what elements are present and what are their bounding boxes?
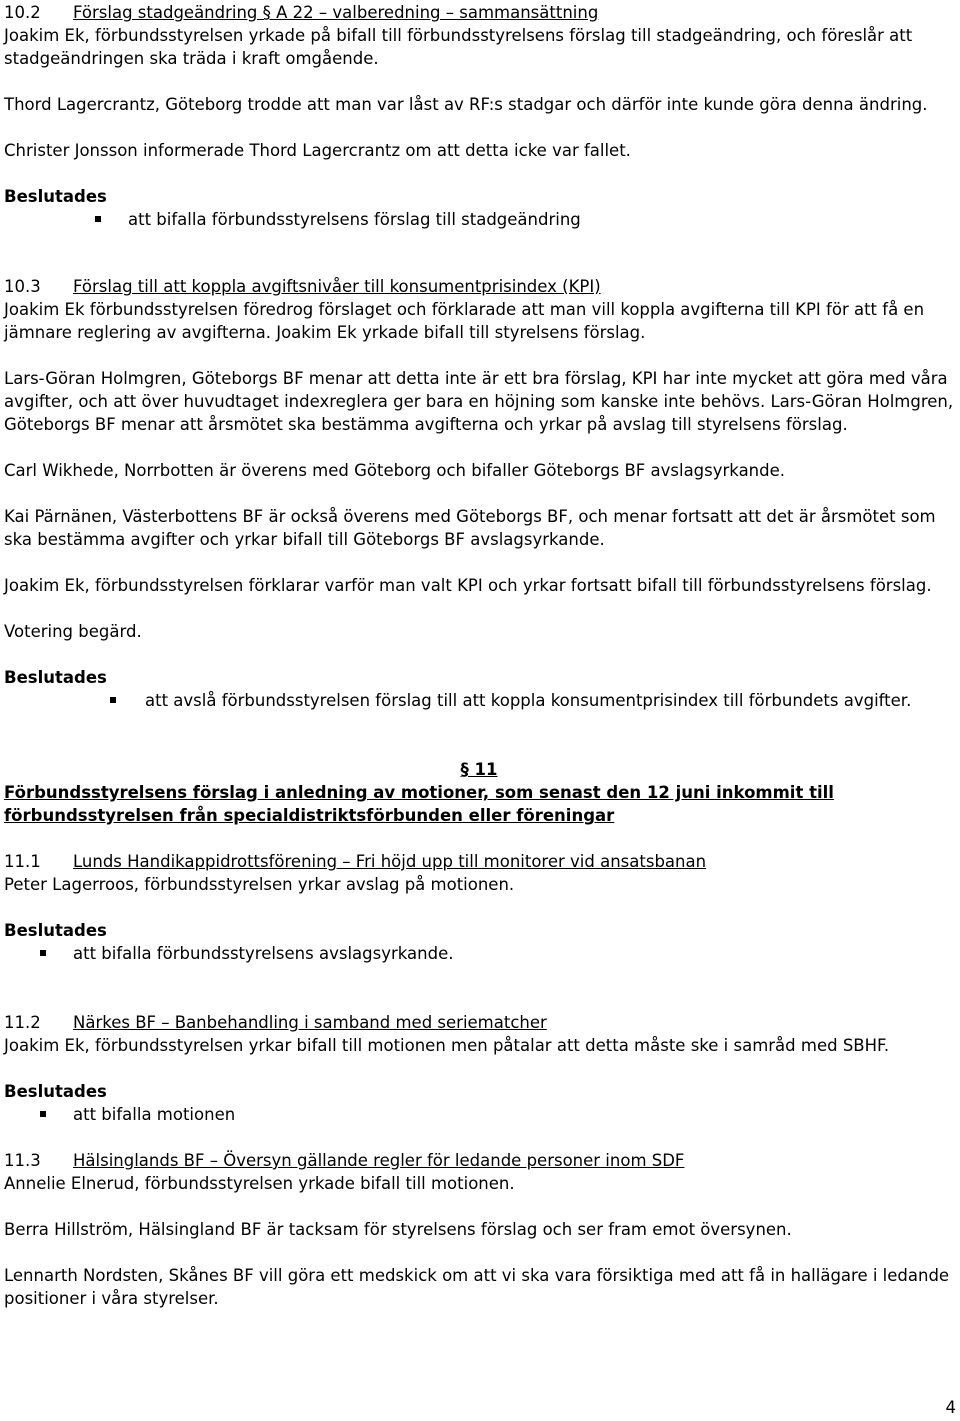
paragraph: Joakim Ek, förbundsstyrelsen yrkar bifall till motionen men påtalar att detta måste ske i samråd med SBHF. [4, 1036, 890, 1055]
paragraph: Carl Wikhede, Norrbotten är överens med Göteborg och bifaller Göteborgs BF avslagsyrkande. [4, 461, 786, 480]
paragraph: Annelie Elnerud, förbundsstyrelsen yrkade bifall till motionen. [4, 1174, 515, 1193]
paragraph-heading: Förbundsstyrelsens förslag i anledning av motioner, som senast den 12 juni inkommit till förbundsstyrelsen från specialdistriktsförbunden eller föreningar [4, 783, 834, 825]
decision-text: att bifalla motionen [73, 1105, 236, 1124]
section-number: 11.3 [4, 1151, 41, 1170]
section-heading-11-1 [4, 850, 954, 873]
paragraph: Peter Lagerroos, förbundsstyrelsen yrkar avslag på motionen. [4, 875, 515, 894]
section-heading-11-2 [4, 1011, 954, 1034]
decision-text: att bifalla förbundsstyrelsens avslagsyrkande. [73, 944, 454, 963]
decision-label: Beslutades [4, 1082, 107, 1101]
section-heading-10-2 [4, 1, 954, 24]
paragraph: Lennarth Nordsten, Skånes BF vill göra ett medskick om att vi ska vara försiktiga med att få in hallägare i ledande positioner i våra styrelser. [4, 1266, 950, 1308]
section-title: Förslag till att koppla avgiftsnivåer till konsumentprisindex (KPI) [73, 277, 601, 296]
paragraph: Lars-Göran Holmgren, Göteborgs BF menar att detta inte är ett bra förslag, KPI har inte mycket att göra med våra avgifter, och att över huvudtaget indexreglera ger bara en höjning som kanske inte behövs. Lars-Göran Holmgren, Göteborgs BF menar att årsmötet ska bestämma avgifterna och yrkar på avslag till styrelsens förslag. [4, 369, 954, 434]
decision-item [4, 1103, 954, 1126]
paragraph: Joakim Ek, förbundsstyrelsen yrkade på bifall till förbundsstyrelsens förslag till stadgeändring, och föreslår att stadgeändringen ska träda i kraft omgående. [4, 26, 913, 68]
decision-item [4, 208, 954, 231]
paragraph: Berra Hillström, Hälsingland BF är tacksam för styrelsens förslag och ser fram emot översynen. [4, 1220, 792, 1239]
paragraph-sign: § 11 [460, 760, 498, 779]
paragraph: Joakim Ek förbundsstyrelsen föredrog förslaget och förklarade att man vill koppla avgifterna till KPI för att få en jämnare reglering av avgifterna. Joakim Ek yrkade bifall till styrelsens förslag. [4, 300, 925, 342]
bullet-icon [40, 950, 46, 956]
bullet-icon [40, 1111, 46, 1117]
section-number: 11.1 [4, 852, 41, 871]
paragraph: Thord Lagercrantz, Göteborg trodde att man var låst av RF:s stadgar och därför inte kunde göra denna ändring. [4, 95, 928, 114]
decision-text: att bifalla förbundsstyrelsens förslag till stadgeändring [128, 210, 581, 229]
decision-text: att avslå förbundsstyrelsen förslag till att koppla konsumentprisindex till förbundets avgifter. [145, 691, 912, 710]
section-number: 10.2 [4, 3, 41, 22]
decision-item [4, 689, 954, 712]
paragraph: Votering begärd. [4, 622, 142, 641]
section-title: Närkes BF – Banbehandling i samband med seriematcher [73, 1013, 547, 1032]
paragraph: Christer Jonsson informerade Thord Lagercrantz om att detta icke var fallet. [4, 141, 631, 160]
bullet-icon [95, 216, 101, 222]
section-heading-11-3 [4, 1149, 954, 1172]
paragraph-number [4, 758, 954, 781]
section-number: 11.2 [4, 1013, 41, 1032]
decision-label: Beslutades [4, 921, 107, 940]
decision-label: Beslutades [4, 187, 107, 206]
paragraph: Kai Pärnänen, Västerbottens BF är också överens med Göteborgs BF, och menar fortsatt att det är årsmötet som ska bestämma avgifter och yrkar bifall till Göteborgs BF avslagsyrkande. [4, 507, 936, 549]
decision-item [4, 942, 954, 965]
decision-label: Beslutades [4, 668, 107, 687]
section-number: 10.3 [4, 277, 41, 296]
page-number: 4 [945, 1398, 956, 1417]
bullet-icon [110, 697, 116, 703]
section-title: Lunds Handikappidrottsförening – Fri höjd upp till monitorer vid ansatsbanan [73, 852, 707, 871]
section-title: Förslag stadgeändring § A 22 – valberedning – sammansättning [73, 3, 599, 22]
document-page [4, 0, 954, 1310]
paragraph: Joakim Ek, förbundsstyrelsen förklarar varför man valt KPI och yrkar fortsatt bifall till förbundsstyrelsens förslag. [4, 576, 932, 595]
section-heading-10-3 [4, 275, 954, 298]
section-title: Hälsinglands BF – Översyn gällande regler för ledande personer inom SDF [73, 1151, 685, 1170]
